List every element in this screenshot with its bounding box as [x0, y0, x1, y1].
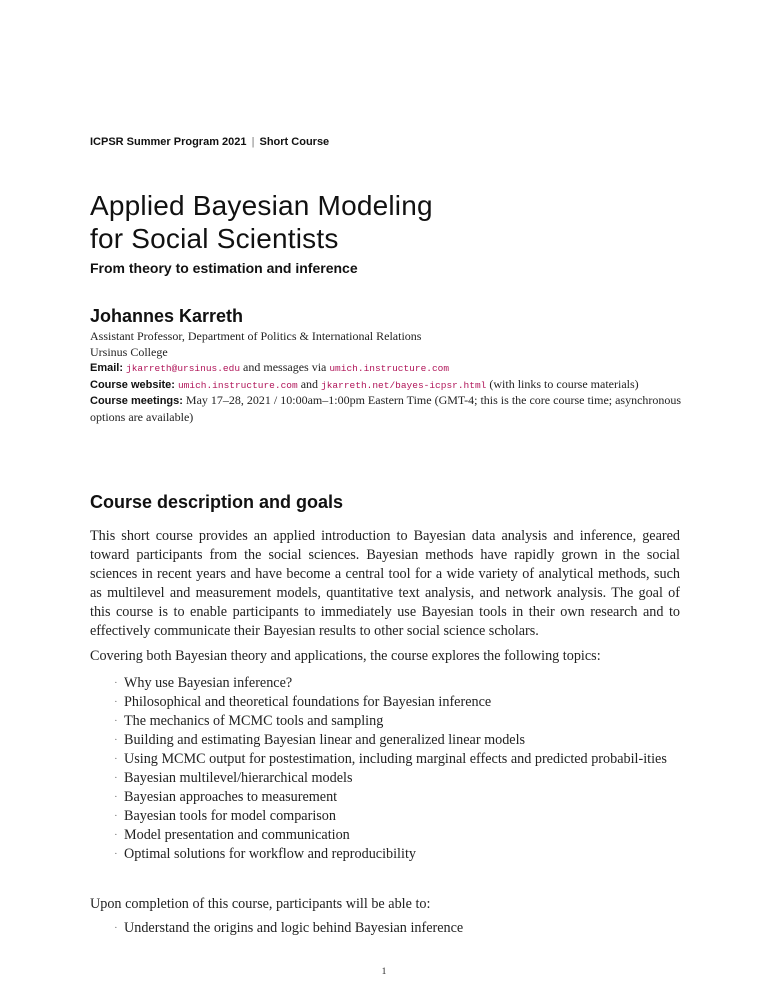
list-item: · Using MCMC output for postestimation, including marginal effects and predicted probabil-ities	[114, 751, 667, 767]
outcomes-intro: Upon completion of this course, participants will be able to:	[90, 896, 431, 912]
program-name: ICPSR Summer Program 2021	[90, 136, 247, 148]
bullet: ·	[114, 715, 118, 727]
website-link-1[interactable]: umich.instructure.com	[177, 379, 298, 391]
author-institution: Ursinus College	[90, 344, 168, 359]
list-item: · Philosophical and theoretical foundations for Bayesian inference	[114, 694, 492, 710]
section-heading: Course description and goals	[90, 492, 344, 512]
bullet: ·	[114, 829, 118, 841]
course-header	[90, 136, 329, 148]
list-item: · Bayesian tools for model comparison	[114, 808, 336, 824]
list-item: · Model presentation and communication	[114, 827, 350, 843]
bullet: ·	[114, 810, 118, 822]
email-text: and messages via	[243, 360, 327, 374]
header-separator: |	[251, 136, 255, 148]
bullet: ·	[114, 677, 118, 689]
email-link[interactable]: jkarreth@ursinus.edu	[126, 363, 241, 374]
meetings-text: May 17–28, 2021 / 10:00am–1:00pm Eastern Time (GMT-4; this is the core course time; asynchronous options are available)	[90, 393, 682, 424]
title-line-2: for Social Scientists	[90, 223, 339, 254]
list-item: · The mechanics of MCMC tools and sampling	[114, 713, 384, 729]
list-item: · Building and estimating Bayesian linear and generalized linear models	[114, 732, 526, 748]
instructor-info	[90, 329, 690, 425]
bullet: ·	[114, 753, 118, 765]
topics-intro: Covering both Bayesian theory and applications, the course explores the following topics:	[90, 648, 601, 664]
outcomes-list	[114, 919, 680, 938]
bullet: ·	[114, 791, 118, 803]
list-item: · Bayesian multilevel/hierarchical models	[114, 770, 353, 786]
website-line	[90, 377, 690, 394]
page-subtitle: From theory to estimation and inference	[90, 260, 358, 276]
topics-list	[114, 674, 680, 864]
website-link-2[interactable]: jkarreth.net/bayes-icpsr.html	[321, 379, 487, 391]
list-item: · Why use Bayesian inference?	[114, 675, 293, 691]
bullet: ·	[114, 922, 118, 934]
list-item: · Understand the origins and logic behind Bayesian inference	[114, 920, 464, 936]
email-label: Email:	[90, 362, 124, 374]
bullet: ·	[114, 696, 118, 708]
author-position: Assistant Professor, Department of Politics & International Relations	[90, 329, 422, 343]
page-number: 1	[381, 967, 387, 977]
bullet: ·	[114, 848, 118, 860]
meetings-line	[90, 393, 690, 425]
website-text-end: (with links to course materials)	[489, 376, 639, 391]
title-line-1: Applied Bayesian Modeling	[90, 190, 433, 221]
messages-link[interactable]: umich.instructure.com	[329, 363, 450, 374]
list-item: · Bayesian approaches to measurement	[114, 789, 338, 805]
author-name: Johannes Karreth	[90, 306, 244, 326]
website-text-mid: and	[300, 376, 319, 391]
bullet: ·	[114, 734, 118, 746]
course-type: Short Course	[259, 136, 330, 148]
website-label: Course website:	[90, 378, 175, 391]
page-title	[90, 189, 433, 255]
meetings-label: Course meetings:	[90, 395, 183, 407]
description-paragraph: This short course provides an applied introduction to Bayesian data analysis and inference, geared toward participants from the social sciences. Bayesian methods have rapidly grown in the social sciences in recent years and have become a central tool for a wide variety of analytical methods, such as multilevel and measurement models, quantitative text analysis, and network analysis. The goal of this course is to enable participants to immediately use Bayesian tools in their own research and to effectively communicate their Bayesian results to other social science scholars.	[90, 528, 680, 639]
bullet: ·	[114, 772, 118, 784]
list-item: · Optimal solutions for workflow and reproducibility	[114, 846, 416, 862]
email-line	[90, 360, 690, 377]
